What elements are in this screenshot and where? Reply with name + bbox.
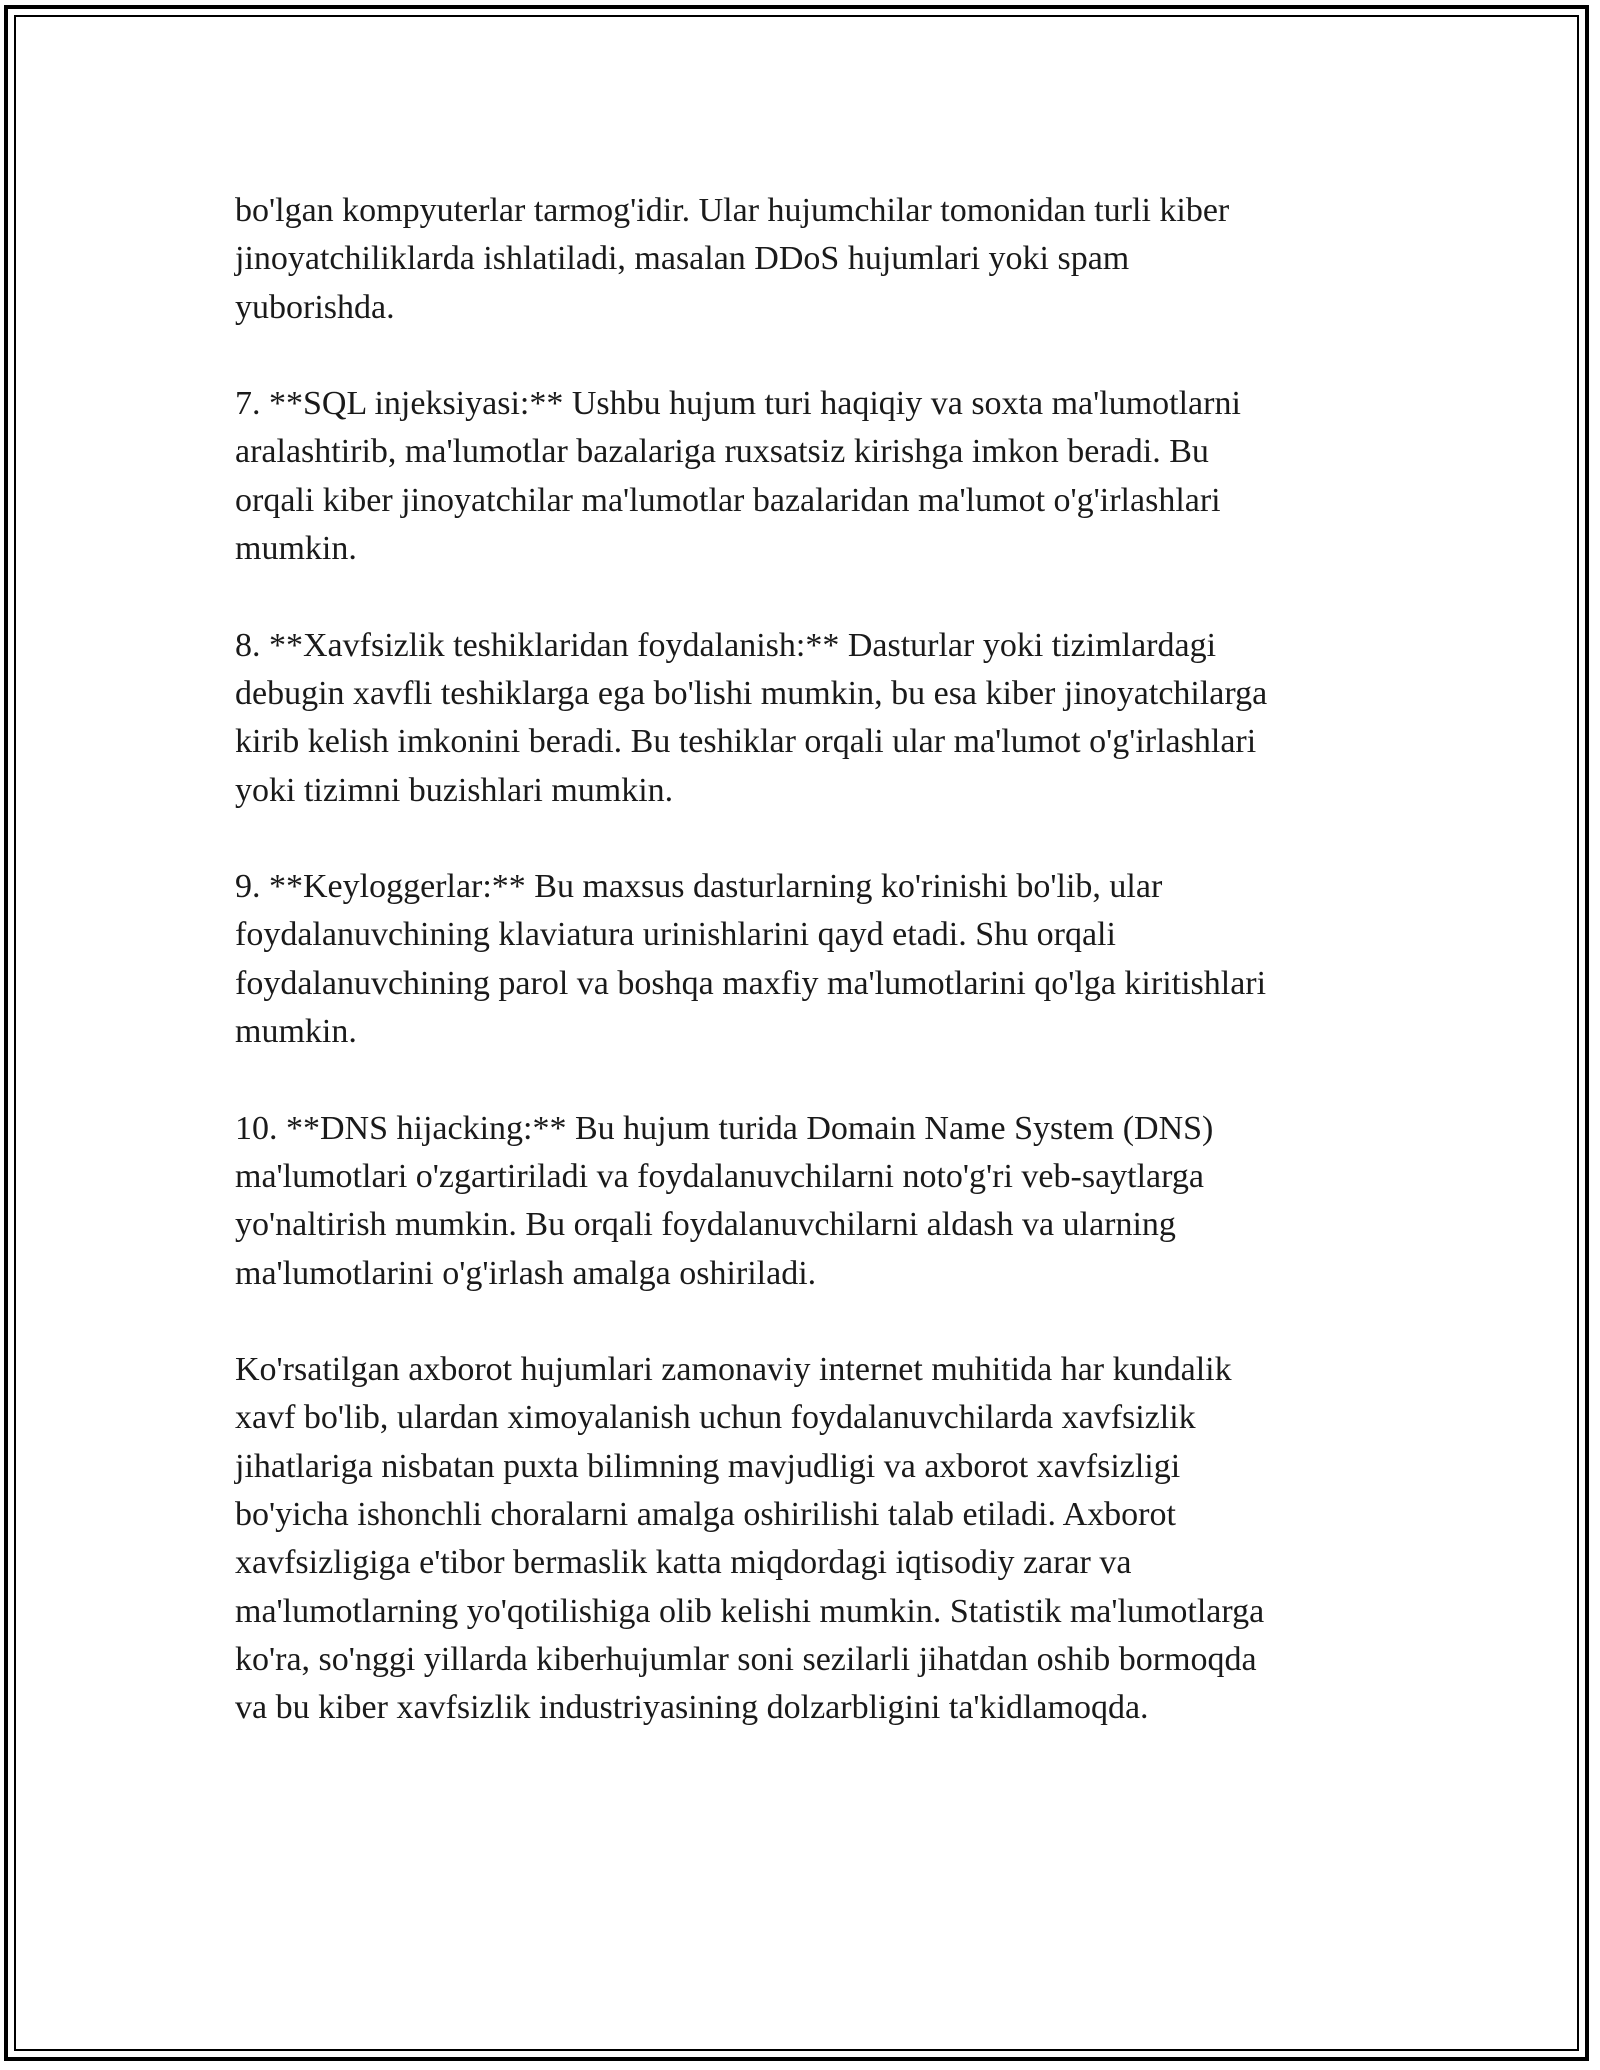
paragraph-botnet-continuation: bo'lgan kompyuterlar tarmog'idir. Ular hujumchilar tomonidan turli kiber jinoyatchiliklarda ishlatiladi, masalan DDoS hujumlari yoki spam yuborishda. [235,192,1230,326]
paragraph-conclusion: Ko'rsatilgan axborot hujumlari zamonaviy internet muhitida har kundalik xavf bo'lib, ulardan ximoyalanish uchun foydalanuvchilarda xavfsizlik jihatlariga nisbatan puxta bilimning mavjudligi va axborot xavfsizligi bo'yicha ishonchli choralarni amalga oshirilishi talab etiladi. Axborot xavfsizligiga e'tibor bermaslik katta miqdordagi iqtisodiy zarar va ma'lumotlarning yo'qotilishiga olib kelishi mumkin. Statistik ma'lumotlarga ko'ra, so'nggi yillarda kiberhujumlar soni sezilarli jihatdan oshib bormoqda va bu kiber xavfsizlik industriyasining dolzarbligini ta'kidlamoqda. [235,1351,1265,1727]
paragraph-dns-hijacking: 10. **DNS hijacking:** Bu hujum turida Domain Name System (DNS) ma'lumotlari o'zgartiriladi va foydalanuvchilarni noto'g'ri veb-saytlarga yo'naltirish mumkin. Bu orqali foydalanuvchilarni aldash va ularning ma'lumotlarini o'g'irlash amalga oshiriladi. [235,1109,1214,1292]
paragraph-keyloggers: 9. **Keyloggerlar:** Bu maxsus dasturlarning ko'rinishi bo'lib, ular foydalanuvchining klaviatura urinishlarini qayd etadi. Shu orqali foydalanuvchining parol va boshqa maxfiy ma'lumotlarini qo'lga kiritishlari mumkin. [235,868,1267,1051]
paragraph-security-holes: 8. **Xavfsizlik teshiklaridan foydalanish:** Dasturlar yoki tizimlardagi debugin xavfli teshiklarga ega bo'lishi mumkin, bu esa kiber jinoyatchilarga kirib kelish imkonini beradi. Bu teshiklar orqali ular ma'lumot o'g'irlashlari yoki tizimni buzishlari mumkin. [235,626,1268,809]
paragraph-sql-injection: 7. **SQL injeksiyasi:** Ushbu hujum turi haqiqiy va soxta ma'lumotlarni aralashtirib, ma'lumotlar bazalariga ruxsatsiz kirishga imkon beradi. Bu orqali kiber jinoyatchilar ma'lumotlar bazalaridan ma'lumot o'g'irlashlari mumkin. [235,385,1241,568]
document-body [235,187,1365,1733]
